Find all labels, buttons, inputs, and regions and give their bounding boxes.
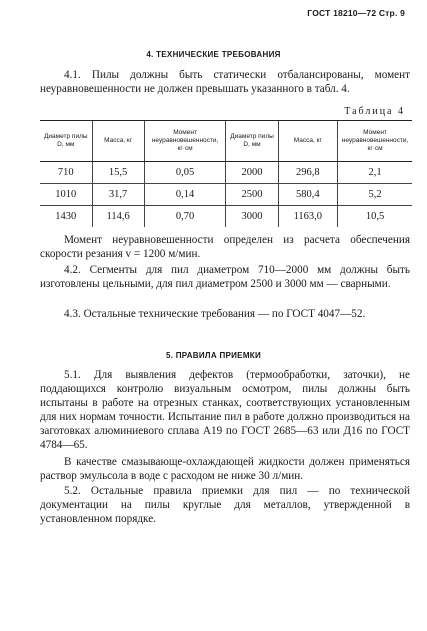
table-cell: 1430: [55, 211, 77, 222]
paragraph-4-2-text: 4.2. Сегменты для пил диаметром 710—2000 мм должны быть изготовлены цельными, для пил диаметром 2500 и 3000 мм — сварными.: [40, 264, 410, 290]
paragraph-4-1: [40, 68, 410, 96]
table-cell: 31,7: [92, 184, 144, 206]
header-diameter-2: Диаметр пилы D, мм: [226, 121, 278, 162]
table-cell: 296,8: [278, 162, 338, 184]
paragraph-moment: [40, 233, 410, 261]
paragraph-moment-text: Момент неуравновешенности определен из расчета обеспечения скорости резания v = 1200 м/мин.: [40, 234, 410, 260]
table-cell: 1163,0: [278, 206, 338, 228]
table-cell: 0,05: [144, 162, 226, 184]
table-cell: 580,4: [278, 184, 338, 206]
table-row: [40, 162, 412, 184]
section-5-title: 5. ПРАВИЛА ПРИЕМКИ: [165, 351, 262, 360]
paragraph-4-3: [40, 307, 410, 321]
table-cell: 2000: [226, 162, 278, 184]
paragraph-4-2: [40, 263, 410, 291]
table-cell: 15,5: [92, 162, 144, 184]
section-4-title: 4. ТЕХНИЧЕСКИЕ ТРЕБОВАНИЯ: [146, 50, 281, 59]
table-cell: 5,2: [338, 184, 412, 206]
table-cell: 0,70: [144, 206, 226, 228]
header-mass-1: Масса, кг: [92, 121, 144, 162]
table-caption: Таблица 4: [344, 106, 405, 117]
paragraph-4-3-text: 4.3. Остальные технические требования — по ГОСТ 4047—52.: [64, 308, 366, 320]
data-table: [40, 120, 412, 227]
table-row: [40, 184, 412, 206]
table-cell: 2500: [226, 184, 278, 206]
header-mass-2: Масса, кг: [278, 121, 338, 162]
paragraph-5-2: [40, 484, 410, 526]
paragraph-5-1: [40, 368, 410, 452]
table-cell: 1010: [40, 184, 92, 206]
page-header: ГОСТ 18210—72 Стр. 9: [307, 8, 405, 18]
table-cell: 114,6: [92, 206, 144, 228]
paragraph-5-2-text: 5.2. Остальные правила приемки для пил — по технической документации на пилы круглые для металлов, утвержденной в установленном порядке.: [40, 485, 410, 525]
header-moment-2: Момент неуравновешенности, кг·см: [338, 121, 412, 162]
table-cell: 710: [40, 162, 92, 184]
table-cell: 3000: [226, 206, 278, 228]
table-cell: 10,5: [338, 206, 412, 228]
table-cell: 2,1: [338, 162, 412, 184]
table-row: [40, 206, 412, 228]
table-header-row: [40, 121, 412, 162]
table-cell: 0,14: [144, 184, 226, 206]
header-moment-1: Момент неуравновешенности, кг·см: [144, 121, 226, 162]
header-diameter-1: Диаметр пилы D, мм: [40, 121, 92, 162]
paragraph-coolant: [40, 455, 410, 483]
paragraph-coolant-text: В качестве смазывающе-охлаждающей жидкости должен применяться раствор эмульсола в воде с расходом не ниже 30 л/мин.: [40, 456, 410, 482]
paragraph-5-1-text: 5.1. Для выявления дефектов (термообработки, заточки), не поддающихся контролю визуальным осмотром, пилы должны быть испытаны в работе на отрезных станках, соответствующих установленным для них нормам точности. Испытание пил в работе должно производиться на заготовках алюминиевого сплава А19 по ГОСТ 2685—63 или Д16 по ГОСТ 4784—65.: [40, 369, 410, 451]
paragraph-4-1-text: 4.1. Пилы должны быть статически отбалансированы, момент неуравновешенности не должен превышать указанного в табл. 4.: [40, 69, 410, 95]
